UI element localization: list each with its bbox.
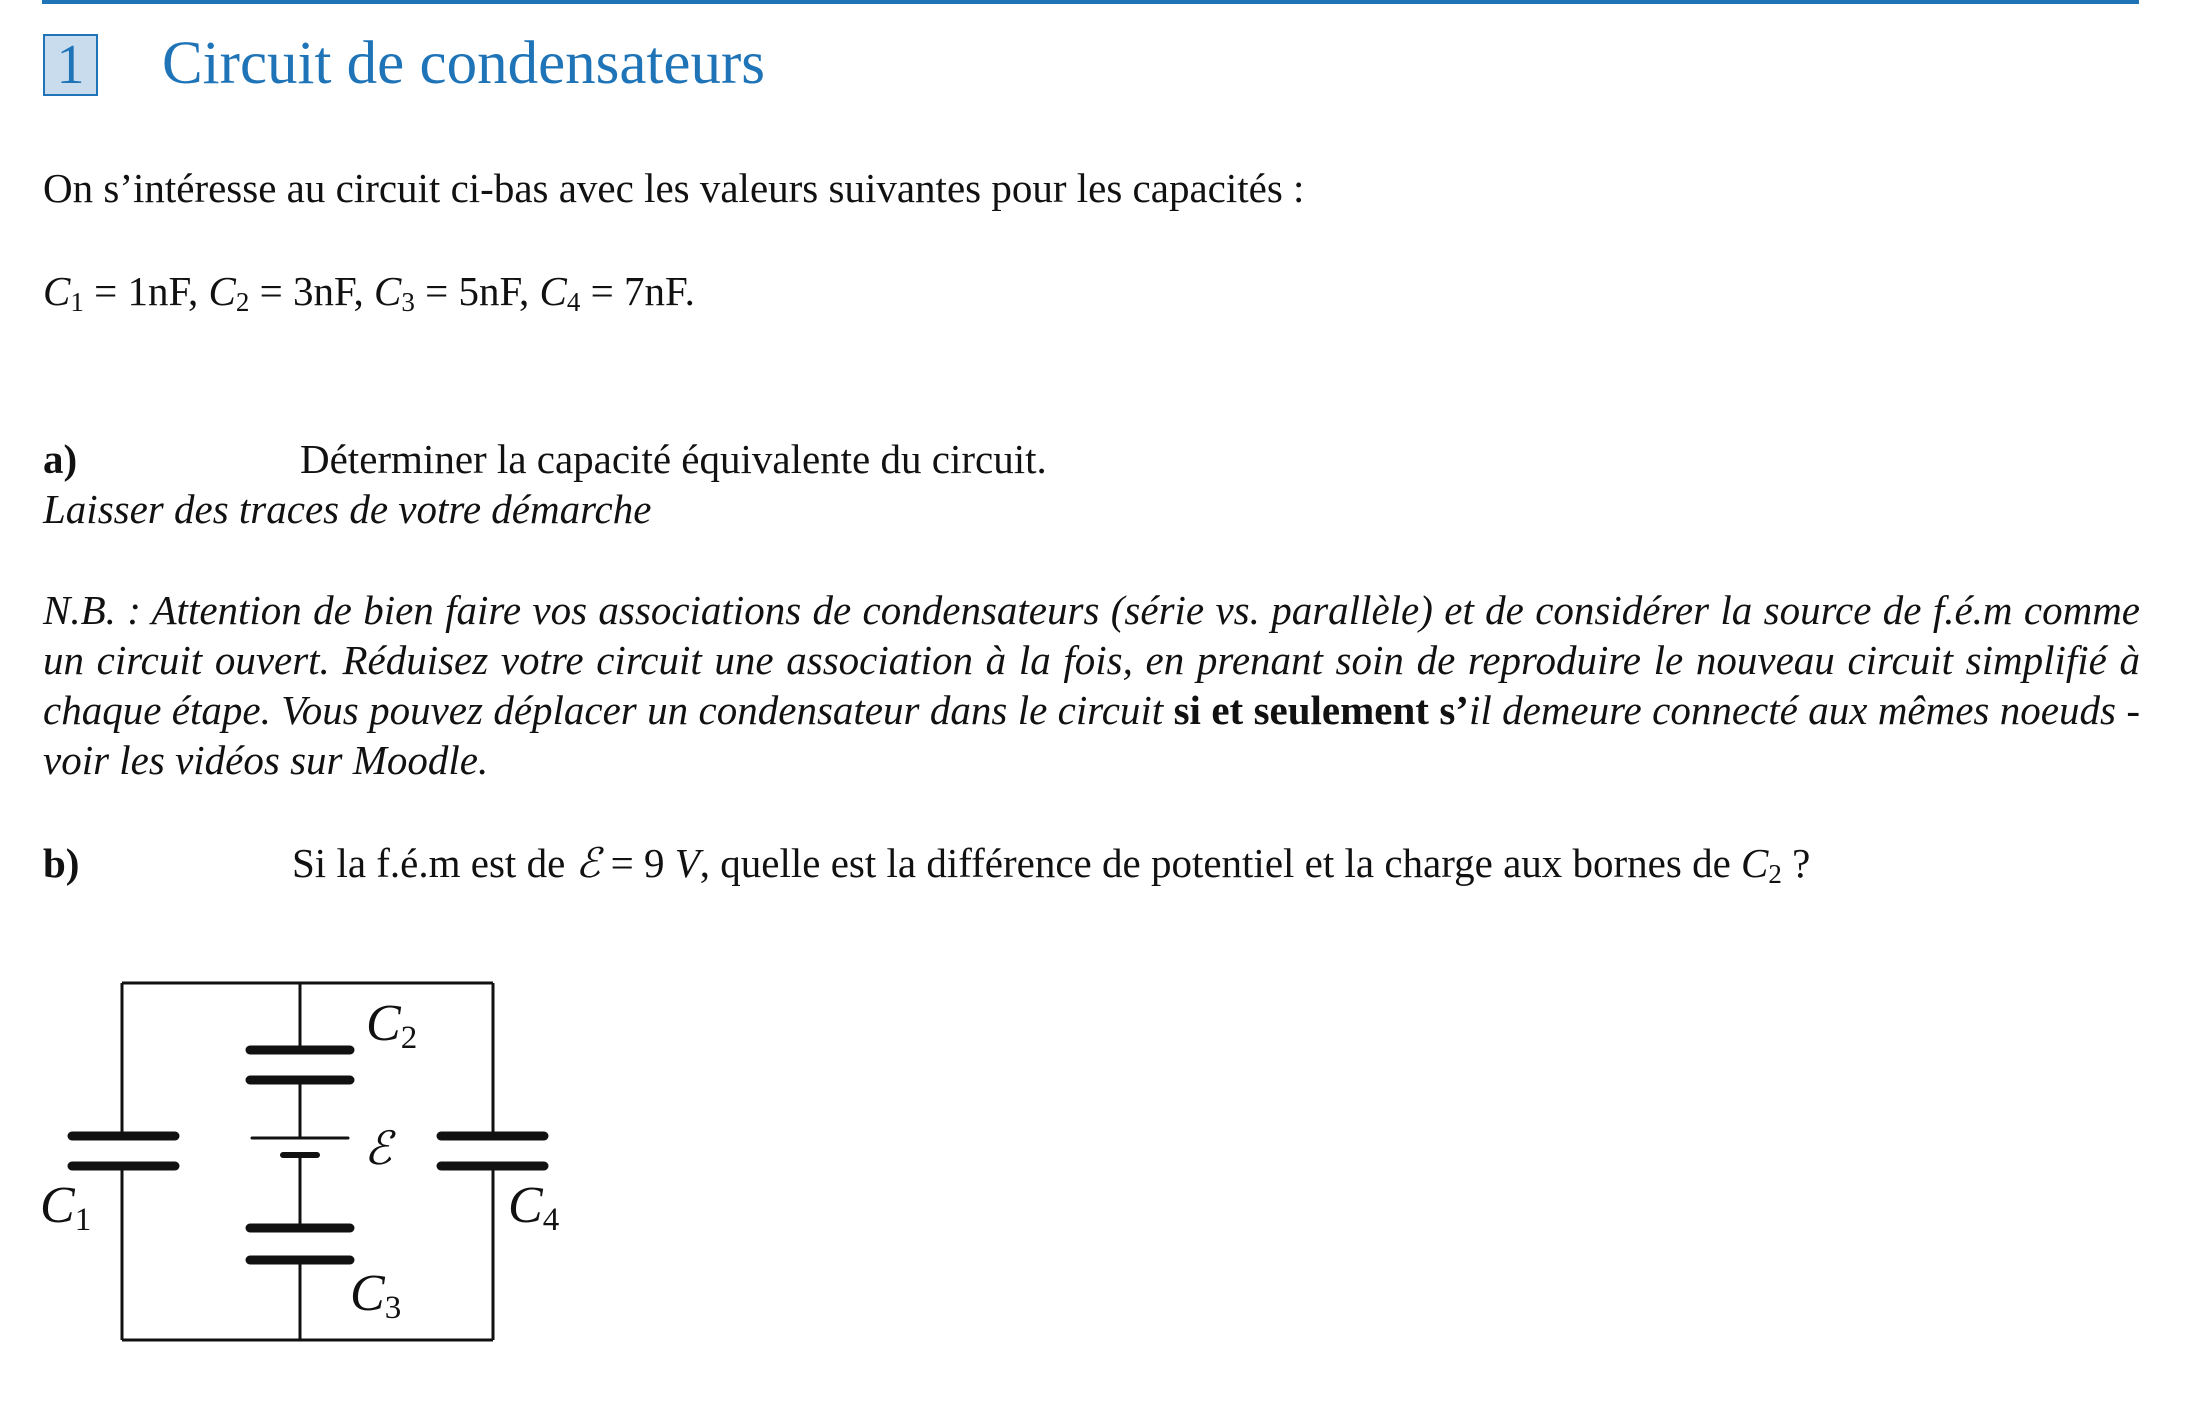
capacitor-value-c2: $C_2 = 3nF$	[208, 268, 354, 317]
circuit-label-c4: C4	[508, 1177, 560, 1238]
nb-note-part1: N.B. : Attention de bien faire vos associations de condensateurs (série vs. parallèle) et de considérer la source de f.é.m comme un circuit ouvert. Réduisez votre circuit une association à la fois, en prenant soin de reproduire le nouveau circuit simplifié à chaque étape. Vous pouvez déplacer un condensateur dans le circuit	[43, 587, 2140, 733]
capacitor-value-c1: $C_1 = 1nF$	[43, 268, 189, 317]
question-b-label: b)	[43, 840, 80, 886]
question-a-label: a)	[43, 436, 78, 482]
emf-symbol: ℰ	[575, 840, 601, 886]
section-number: 1	[43, 34, 98, 96]
circuit-label-c3: C3	[350, 1265, 402, 1326]
circuit-label-c1: C1	[40, 1177, 92, 1238]
capacitor-values: $C_1 = 1nF$, $C_2 = 3nF$, $C_3 = 5nF$, $C_4 = 7nF$.	[43, 268, 695, 317]
nb-note-emphasis: si et seulement s’	[1173, 687, 1469, 733]
capacitor-value-c4: $C_4 = 7nF$	[539, 268, 685, 317]
circuit-label-emf: ℰ	[364, 1123, 392, 1174]
question-b-text: Si la f.é.m est de ℰ = 9 V, quelle est la différence de potentiel et la charge aux bornes de $C_2$ ?	[292, 840, 1811, 889]
circuit-label-c2: C2	[366, 995, 418, 1056]
question-a-hint: Laisser des traces de votre démarche	[43, 486, 652, 532]
section-title: Circuit de condensateurs	[162, 30, 766, 97]
intro-sentence: On s’intéresse au circuit ci-bas avec les valeurs suivantes pour les capacités :	[43, 165, 1305, 211]
capacitor-value-c3: $C_3 = 5nF$	[374, 268, 520, 317]
nb-note-part2: il demeure connecté aux mêmes noeuds - voir les vidéos sur Moodle.	[43, 687, 2140, 783]
question-a-text: Déterminer la capacité équivalente du circuit.	[300, 436, 1047, 482]
